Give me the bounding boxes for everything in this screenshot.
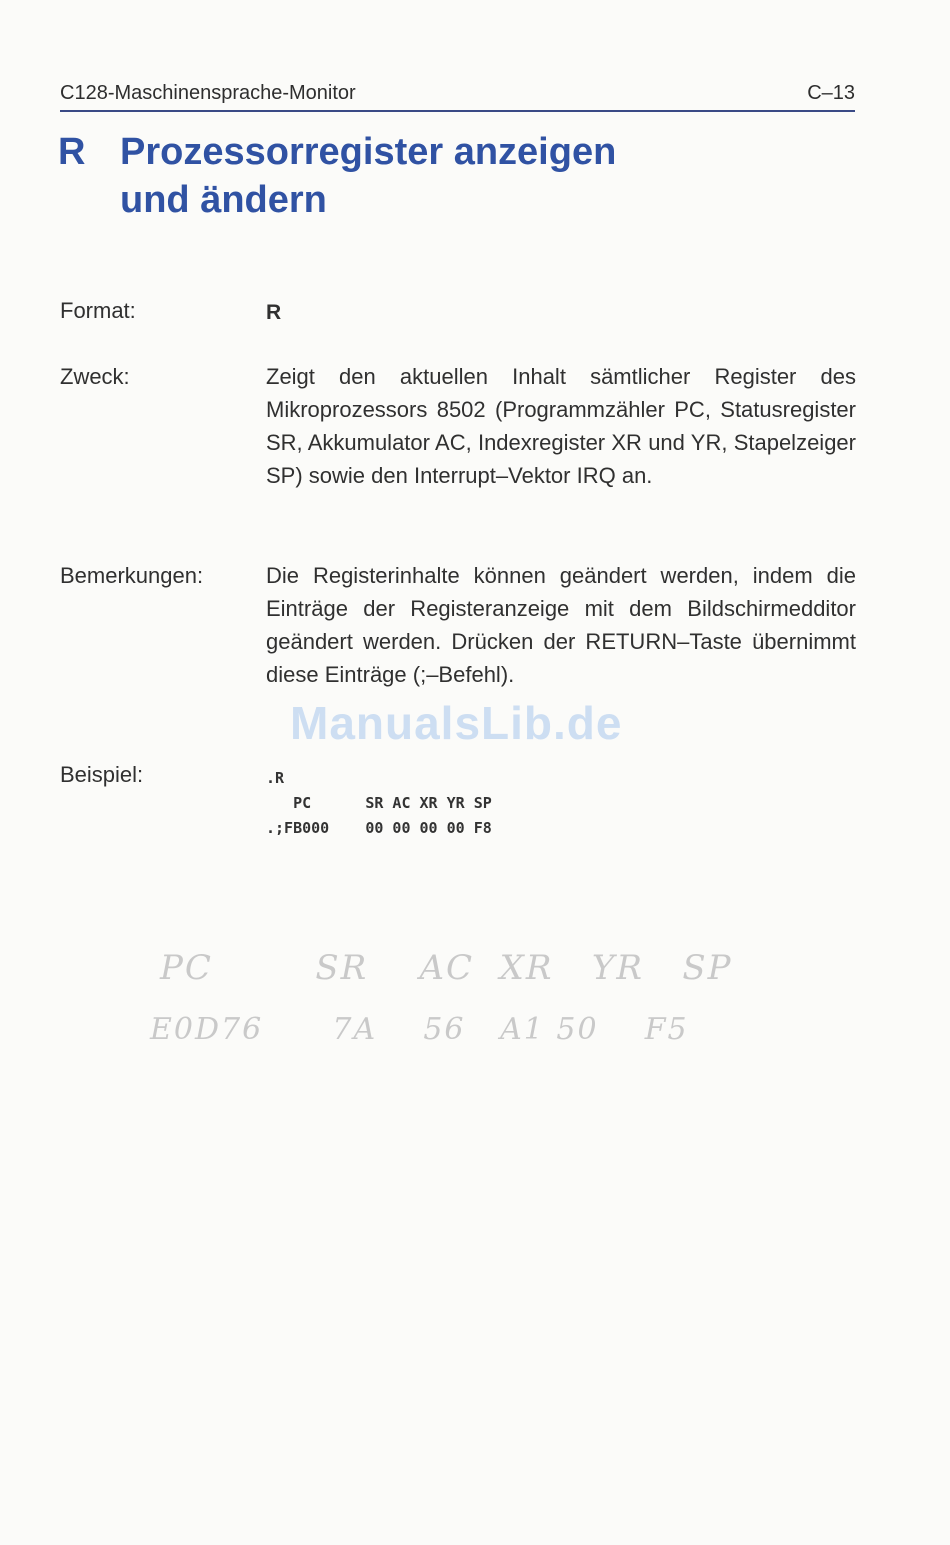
zweck-text: Zeigt den aktuellen Inhalt sämtlicher Register des Mikroprozessors 8502 (Programmzähler PC, Statusregister SR, Akkumulator AC, Indexregister XR und YR, Stapelzeiger SP) sowie den Interrupt–Vektor IRQ an. <box>266 364 856 488</box>
format-label: Format: <box>60 298 136 323</box>
bemerkungen-text: Die Registerinhalte können geändert werden, indem die Einträge der Registeranzeige mit dem Bildschirmedditor geändert werden. Drücken der RETURN–Taste übernimmt diese Einträge (;–Befehl). <box>266 563 856 687</box>
title-line-1: Prozessorregister anzeigen <box>120 131 617 173</box>
example-line-1: .R <box>266 769 285 787</box>
title-text <box>120 128 820 224</box>
example-line-3: .;FB000 00 00 00 00 F8 <box>266 819 492 837</box>
command-letter: R <box>58 131 86 173</box>
watermark: ManualsLib.de <box>290 697 623 749</box>
example-line-2: PC SR AC XR YR SP <box>266 794 492 812</box>
title-line-2: und ändern <box>120 179 327 221</box>
page-number: C–13 <box>807 82 855 104</box>
handwritten-note-values: E0D76 7A 56 A1 50 F5 <box>150 1012 689 1047</box>
zweck-label: Zweck: <box>60 364 130 389</box>
bemerkungen-label: Bemerkungen: <box>60 563 204 588</box>
format-value: R <box>266 301 282 324</box>
page-header <box>60 82 855 112</box>
beispiel-label: Beispiel: <box>60 762 144 787</box>
header-title: C128-Maschinensprache-Monitor <box>60 82 356 104</box>
handwritten-note-header: PC SR AC XR YR SP <box>160 948 733 988</box>
